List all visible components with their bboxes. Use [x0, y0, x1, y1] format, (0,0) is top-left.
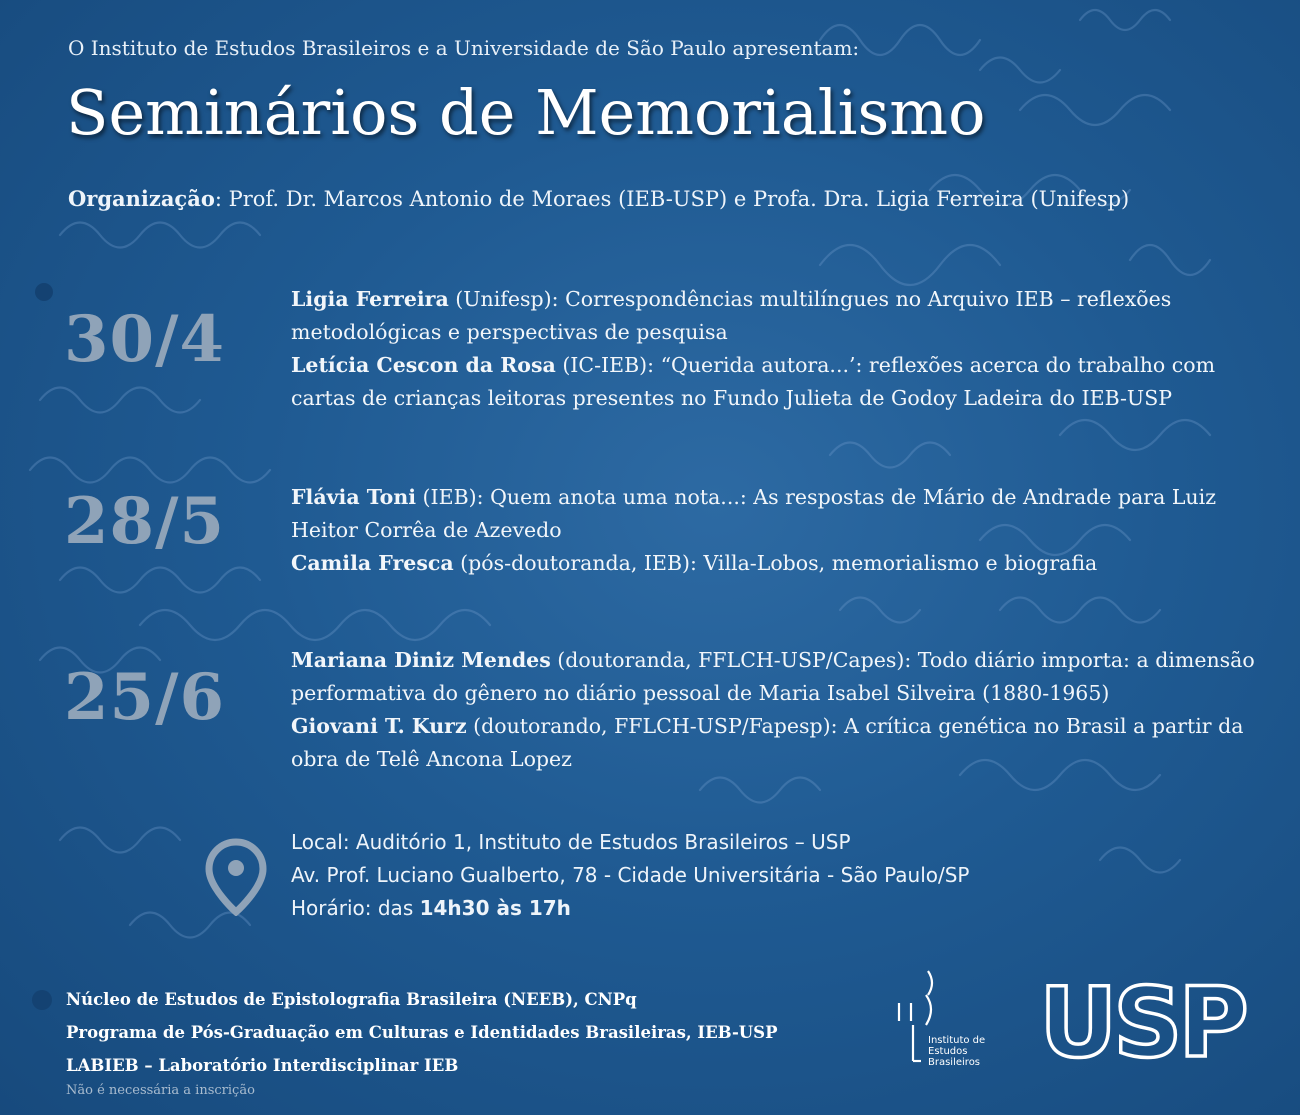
- talk: [291, 644, 1286, 710]
- page-title: Seminários de Memorialismo: [66, 76, 986, 149]
- talk-description: (doutorando, FFLCH-USP/Fapesp): A crítica genética no Brasil a partir da obra de Telê Ancona Lopez: [291, 714, 1244, 771]
- organization: [68, 186, 1129, 211]
- ieb-logo-line: Brasileiros: [928, 1057, 981, 1068]
- organization-label: Organização: [68, 186, 215, 211]
- map-pin-icon: [203, 838, 269, 916]
- speaker-name: Mariana Diniz Mendes: [291, 648, 551, 672]
- credit-line: Núcleo de Estudos de Epistolografia Brasileira (NEEB), CNPq: [66, 990, 637, 1009]
- talk-description: (IEB): Quem anota uma nota...: As respostas de Mário de Andrade para Luiz Heitor Corrêa de Azevedo: [291, 485, 1216, 542]
- usp-logo: [1034, 978, 1250, 1064]
- session-talks: [291, 283, 1286, 415]
- talk: [291, 710, 1286, 776]
- ieb-logo-text: [928, 1035, 985, 1068]
- organization-text: : Prof. Dr. Marcos Antonio de Moraes (IEB-USP) e Profa. Dra. Ligia Ferreira (Unifesp): [214, 187, 1130, 211]
- time-value: 14h30 às 17h: [419, 896, 571, 920]
- talk-description: (pós-doutoranda, IEB): Villa-Lobos, memorialismo e biografia: [453, 551, 1098, 575]
- talk-description: (Unifesp): Correspondências multilíngues no Arquivo IEB – reflexões metodológicas e perspectivas de pesquisa: [291, 287, 1172, 344]
- usp-logo-text: USP: [1039, 978, 1245, 1064]
- session-date: 28/5: [64, 484, 225, 559]
- speaker-name: Ligia Ferreira: [291, 287, 449, 311]
- credit-line: Programa de Pós-Graduação em Culturas e Identidades Brasileiras, IEB-USP: [66, 1023, 778, 1042]
- location-time: [291, 892, 970, 925]
- talk: [291, 547, 1286, 580]
- session-date: 30/4: [64, 302, 225, 377]
- speaker-name: Camila Fresca: [291, 551, 454, 575]
- speaker-name: Giovani T. Kurz: [291, 714, 467, 738]
- session-date: 25/6: [64, 660, 225, 735]
- location-address: Av. Prof. Luciano Gualberto, 78 - Cidade Universitária - São Paulo/SP: [291, 863, 970, 887]
- time-prefix: Horário: das: [291, 896, 420, 920]
- session-talks: [291, 481, 1286, 580]
- talk-description: (doutoranda, FFLCH-USP/Capes): Todo diário importa: a dimensão performativa do gênero no diário pessoal de Maria Isabel Silveira (1880-1965): [291, 648, 1255, 705]
- talk-description: (IC-IEB): “Querida autora...’: reflexões acerca do trabalho com cartas de crianças leitoras presentes no Fundo Julieta de Godoy Ladeira do IEB-USP: [291, 353, 1216, 410]
- ieb-logo-line: Instituto de: [928, 1035, 986, 1046]
- talk: [291, 283, 1286, 349]
- ieb-logo-line: Estudos: [928, 1046, 968, 1057]
- location-venue: Local: Auditório 1, Instituto de Estudos Brasileiros – USP: [291, 830, 851, 854]
- footer-credits: [66, 983, 778, 1082]
- speaker-name: Letícia Cescon da Rosa: [291, 353, 556, 377]
- speaker-name: Flávia Toni: [291, 485, 417, 509]
- registration-note: Não é necessária a inscrição: [66, 1083, 255, 1098]
- credit-line: LABIEB – Laboratório Interdisciplinar IEB: [66, 1056, 459, 1075]
- location-info: [291, 826, 970, 925]
- session-talks: [291, 644, 1286, 776]
- talk: [291, 481, 1286, 547]
- intro-text: O Instituto de Estudos Brasileiros e a Universidade de São Paulo apresentam:: [68, 36, 860, 60]
- talk: [291, 349, 1286, 415]
